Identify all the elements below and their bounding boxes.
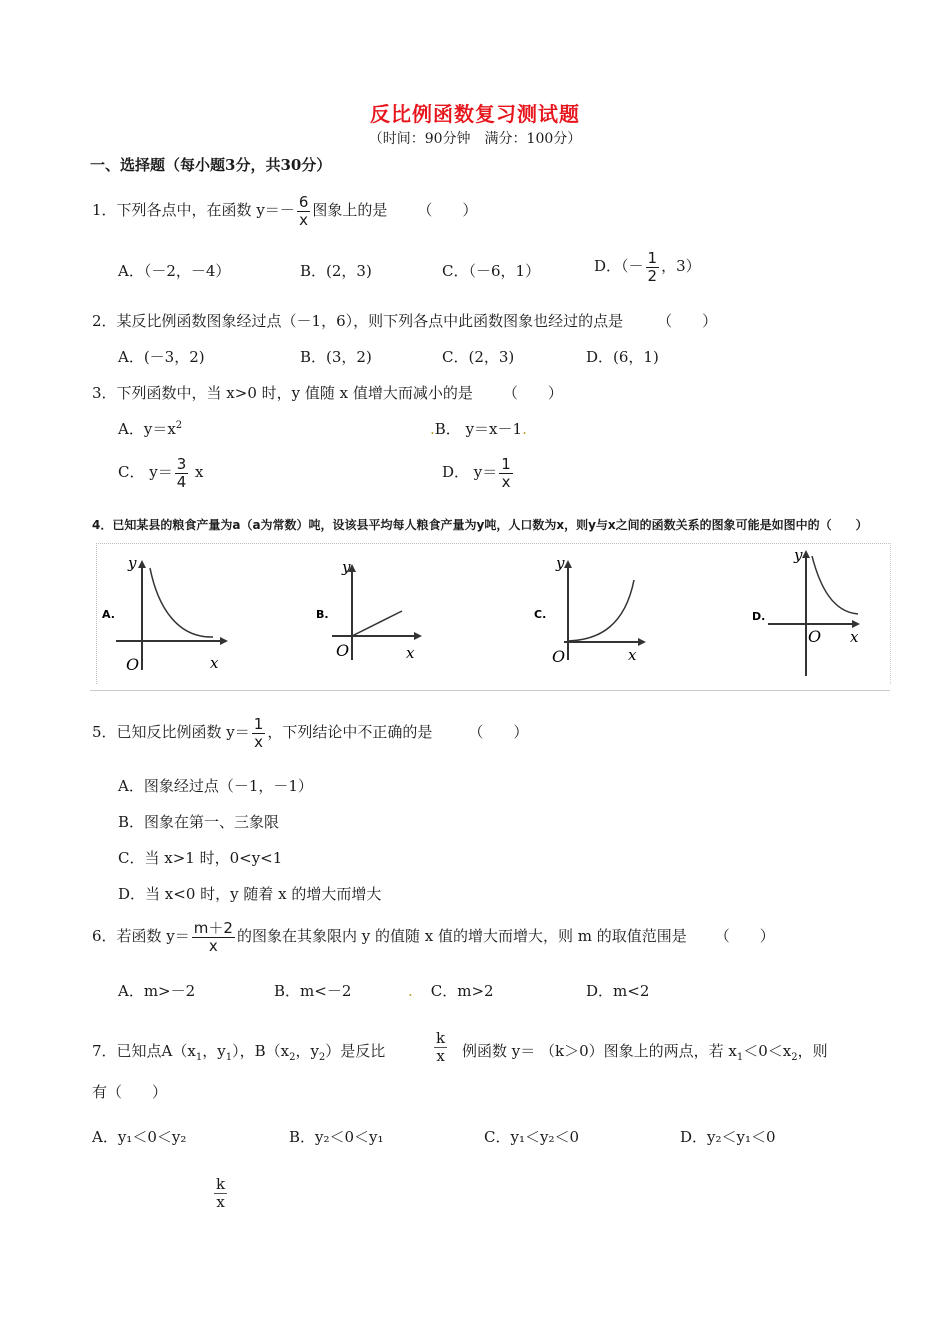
q1-option-b: B．(2，3): [300, 262, 372, 280]
graph-d-x-label: x: [850, 628, 859, 646]
q7-fraction: [432, 1030, 449, 1064]
q1-d-num: 1: [647, 249, 658, 267]
stray-k-over-x: [214, 1176, 227, 1210]
q1-fraction: [297, 194, 311, 228]
q7-stem-d: ，y: [295, 1042, 319, 1060]
q2-option-b: B．(3，2): [300, 348, 372, 366]
q7-frac-num: k: [436, 1029, 446, 1047]
stray-fraction: [212, 1176, 229, 1210]
q3-d-label: D． y＝: [442, 463, 498, 481]
q1-d-prefix: D．（－: [594, 257, 644, 275]
q3-a-label: A．: [118, 420, 144, 438]
question-7: [92, 1040, 385, 1063]
q3-a-expr: y＝x: [143, 420, 176, 438]
graph-a-y-label: y: [128, 554, 137, 572]
q7-stem-g: ＜0＜x: [743, 1042, 792, 1060]
q3-c-den: 4: [176, 472, 187, 491]
question-4: 4．已知某县的粮食产量为a（a为常数）吨，设该县平均每人粮食产量为y吨，人口数为x，则y与x之间的函数关系的图象可能是如图中的（ ）: [92, 518, 868, 532]
q7-stem-b: ，y: [202, 1042, 226, 1060]
q6-frac-num: m＋2: [193, 919, 233, 937]
q1-d-suffix: ，3）: [661, 257, 701, 275]
q2-option-c: C．(2，3): [442, 348, 515, 366]
q2-stem: 2．某反比例函数图象经过点（－1，6），则下列各点中此函数图象也经过的点是: [92, 312, 624, 330]
q5-stem-a: 5．已知反比例函数 y＝: [92, 723, 250, 741]
q6-option-c: [408, 980, 494, 1001]
q3-c-label: C． y＝: [118, 463, 173, 481]
graph-b-origin: O: [336, 641, 350, 660]
section-heading: 一、选择题（每小题3分，共30分）: [90, 156, 332, 174]
stray-dot: .: [430, 420, 435, 438]
q7-stem-a: 7．已知点A（x: [92, 1042, 196, 1060]
graph-c-y-label: y: [556, 554, 565, 572]
q5-option-a: A．图象经过点（－1，－1）: [118, 777, 313, 795]
q5-option-d: D．当 x<0 时，y 随着 x 的增大而增大: [118, 885, 382, 903]
graph-c-x-label: x: [628, 646, 637, 664]
q7-stem-c: ），B（x: [232, 1042, 290, 1060]
q6-answer-paren: （ ）: [714, 927, 775, 945]
q5-frac-num: 1: [253, 715, 264, 733]
q6-stem-b: 的图象在其象限内 y 的值随 x 值的增大而增大，则 m 的取值范围是: [236, 927, 687, 945]
q6-option-d: D．m<2: [586, 982, 650, 1000]
q6-option-b: B．m<－2: [274, 982, 352, 1000]
q3-d-den: x: [501, 472, 511, 491]
q6-c-text: C．m>2: [430, 982, 494, 1000]
page-title: 反比例函数复习测试题: [370, 102, 580, 126]
q2-answer-paren: （ ）: [657, 312, 718, 330]
q7-stem-e: ）是反比: [325, 1042, 386, 1060]
q7-option-a: A．y₁＜0＜y₂: [92, 1128, 187, 1146]
graph-b-label: B.: [316, 608, 329, 621]
q5-fraction: [252, 716, 266, 750]
q1-option-a: A．（－2，－4）: [118, 262, 231, 280]
q5-option-b: B．图象在第一、三象限: [118, 813, 280, 831]
graph-d-origin: O: [808, 627, 822, 646]
q1-option-c: C．（－6，1）: [442, 262, 541, 280]
q7-sub: 2: [318, 1052, 326, 1063]
q3-option-b: [430, 418, 527, 439]
q3-option-a: [118, 418, 182, 439]
q7-sub: 1: [736, 1052, 744, 1063]
exam-info: （时间：90分钟 满分：100分）: [368, 131, 582, 147]
q6-frac-den: x: [208, 936, 218, 955]
q3-d-num: 1: [501, 455, 511, 473]
stray-dot: .: [408, 982, 413, 1000]
graph-c-origin: O: [552, 647, 566, 666]
q2-option-d: D．(6，1): [586, 348, 659, 366]
q5-frac-den: x: [254, 732, 264, 751]
graph-b: [312, 556, 422, 666]
graph-b-x-label: x: [406, 644, 415, 662]
q6-stem-a: 6．若函数 y＝: [92, 927, 190, 945]
q6-fraction: [192, 920, 235, 954]
stray-den: x: [216, 1192, 225, 1211]
q1-option-d: [594, 250, 701, 284]
q1-frac-num: 6: [298, 193, 309, 211]
q3-answer-paren: （ ）: [502, 384, 563, 402]
q1-answer-paren: （ ）: [417, 201, 478, 219]
q7-line-2: 有（ ）: [92, 1083, 168, 1101]
q3-option-d: [442, 456, 515, 490]
q7-sub: 2: [791, 1052, 798, 1063]
question-3: [92, 382, 563, 403]
q3-d-fraction: [499, 456, 513, 490]
q7-stem-f: 例函数 y＝ （k＞0）图象上的两点，若 x: [462, 1042, 737, 1060]
q7-sub: 2: [289, 1052, 296, 1063]
graph-c-label: C.: [534, 608, 547, 621]
q1-frac-den: x: [299, 210, 309, 229]
q3-c-fraction: [175, 456, 189, 490]
q1-stem-b: 图象上的是: [312, 201, 388, 219]
graph-d-label: D.: [752, 610, 766, 623]
q3-option-c: [118, 456, 204, 490]
graph-d: [748, 542, 868, 678]
q3-c-num: 3: [176, 455, 187, 473]
question-2: [92, 310, 717, 331]
q5-stem-b: ，下列结论中不正确的是: [267, 723, 433, 741]
q5-option-c: C．当 x>1 时，0<y<1: [118, 849, 283, 867]
q1-stem-a: 1．下列各点中，在函数: [92, 201, 257, 219]
q3-b-text: B． y＝x－1: [434, 420, 523, 438]
q7-stem-h: ，则: [797, 1042, 828, 1060]
q1-d-den: 2: [647, 266, 658, 285]
q7-option-c: C．y₁＜y₂＜0: [484, 1128, 579, 1146]
q6-option-a: A．m>－2: [118, 982, 196, 1000]
q7-option-d: D．y₂＜y₁＜0: [680, 1128, 776, 1146]
q1-y-eq: y＝－: [256, 201, 295, 219]
stray-num: k: [216, 1175, 226, 1193]
graph-b-y-label: y: [342, 558, 351, 576]
graph-a: [98, 548, 228, 674]
graph-a-x-label: x: [210, 654, 219, 672]
question-5: [92, 716, 528, 750]
q7-frac-den: x: [436, 1046, 445, 1065]
question-7-cont: [462, 1040, 828, 1063]
q3-c-suffix: x: [190, 463, 204, 481]
q3-stem: 3．下列函数中，当 x>0 时，y 值随 x 值增大而减小的是: [92, 384, 473, 402]
question-6: [92, 920, 775, 954]
q2-option-a: A．(－3，2): [118, 348, 205, 366]
question-1: [92, 194, 477, 228]
q3-a-exponent: 2: [175, 420, 183, 431]
q7-sub: 1: [225, 1052, 233, 1063]
q1-d-fraction: [646, 250, 660, 284]
graph-a-origin: O: [126, 655, 140, 674]
q7-option-b: B．y₂＜0＜y₁: [289, 1128, 384, 1146]
graph-d-y-label: y: [794, 546, 803, 564]
q7-k-over-x: [434, 1030, 447, 1064]
stray-dot: .: [522, 420, 527, 438]
divider: [90, 690, 890, 691]
graph-c: [530, 550, 650, 666]
graph-a-label: A.: [102, 608, 115, 621]
q5-answer-paren: （ ）: [468, 723, 529, 741]
q7-sub: 1: [195, 1052, 203, 1063]
